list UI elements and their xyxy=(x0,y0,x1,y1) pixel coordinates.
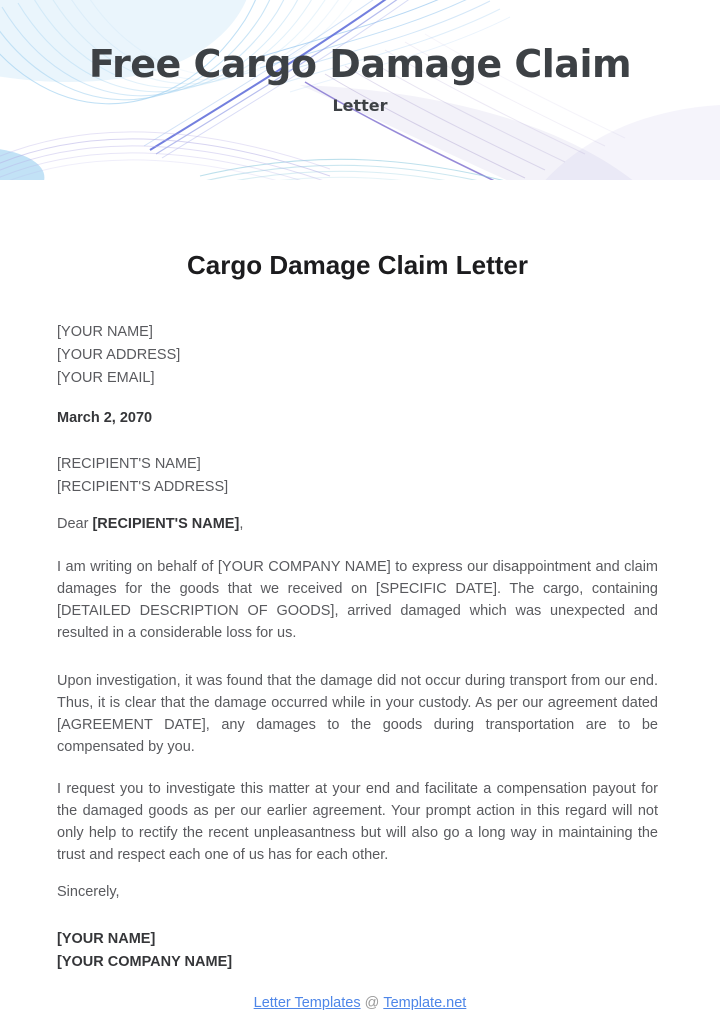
salutation-recipient-name: [RECIPIENT'S NAME] xyxy=(92,516,240,532)
sender-email: [YOUR EMAIL] xyxy=(57,370,155,386)
body-paragraph-2: Upon investigation, it was found that the damage did not occur during transport from our end. Thus, it is clear that the damage occurred while in your custody. As per our agreement dated [AGREEMENT DATE], any damages to the goods during transportation are to be compensated by you. xyxy=(57,673,658,755)
letter-body xyxy=(0,250,720,974)
recipient-name: [RECIPIENT'S NAME] xyxy=(57,456,201,472)
header-banner xyxy=(0,0,720,180)
salutation-prefix: Dear xyxy=(57,516,93,532)
footer xyxy=(0,995,720,1011)
recipient-address: [RECIPIENT'S ADDRESS] xyxy=(57,479,229,495)
template-net-link[interactable]: Template.net xyxy=(383,995,467,1011)
signature-block xyxy=(57,928,658,974)
letter-title: Cargo Damage Claim Letter xyxy=(187,250,528,280)
signature-company: [YOUR COMPANY NAME] xyxy=(57,954,233,970)
sender-name: [YOUR NAME] xyxy=(57,324,153,340)
sender-block xyxy=(57,321,658,390)
body-paragraph-1: I am writing on behalf of [YOUR COMPANY NAME] to express our disappointment and claim damages for the goods that we received on [SPECIFIC DATE]. The cargo, containing [DETAILED DESCRIPTION OF GOODS], arrived damaged which was unexpected and resulted in a considerable loss for us. xyxy=(57,559,658,641)
salutation-suffix: , xyxy=(239,516,244,532)
letter-templates-link[interactable]: Letter Templates xyxy=(253,995,361,1011)
signature-name: [YOUR NAME] xyxy=(57,931,156,947)
footer-separator: @ xyxy=(364,995,380,1011)
recipient-block xyxy=(57,453,658,499)
banner-title: Free Cargo Damage Claim xyxy=(88,42,632,86)
sender-address: [YOUR ADDRESS] xyxy=(57,347,181,363)
closing: Sincerely, xyxy=(57,884,120,900)
letter-date: March 2, 2070 xyxy=(57,410,153,426)
banner-subtitle: Letter xyxy=(332,95,388,115)
salutation xyxy=(57,513,658,536)
body-paragraph-3: I request you to investigate this matter at your end and facilitate a compensation payout for the damaged goods as per our earlier agreement. Your prompt action in this regard will not only help to rectify the recent unpleasantness but will also go a long way in maintaining the trust and respect each one of us has for each other. xyxy=(57,781,658,863)
